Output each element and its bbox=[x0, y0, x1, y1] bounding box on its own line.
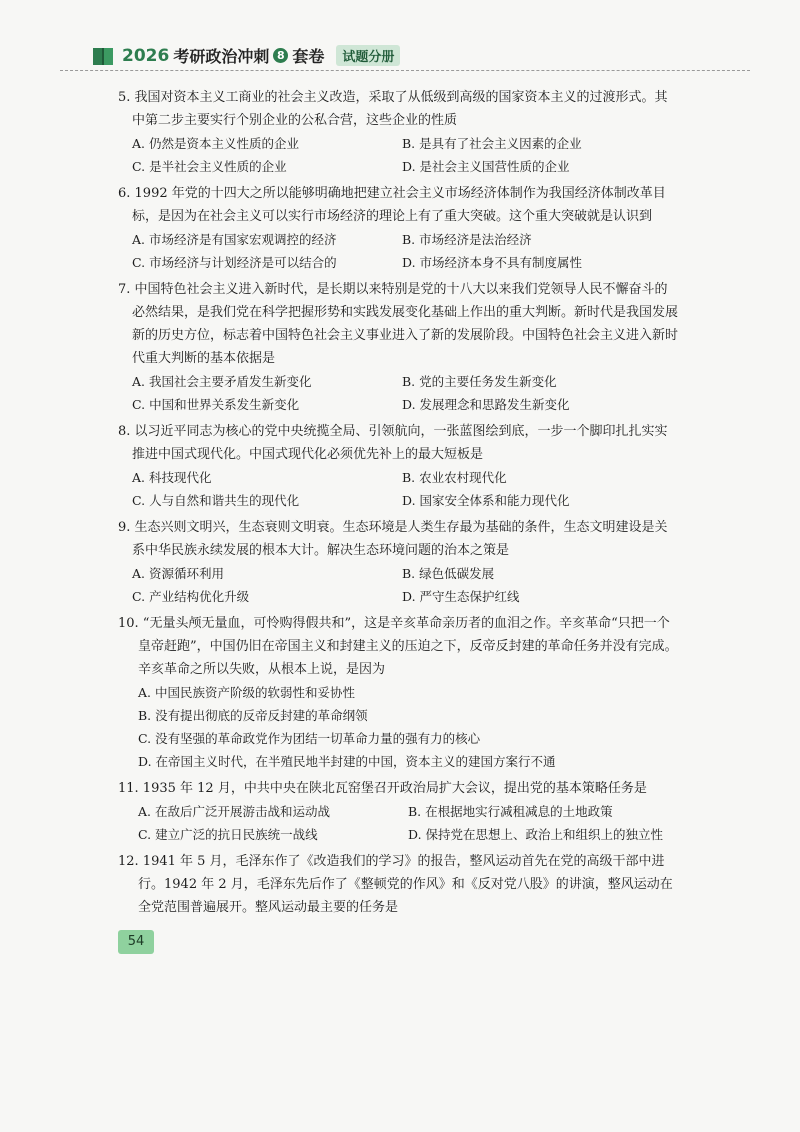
answer-option[interactable]: B. 没有提出彻底的反帝反封建的革命纲领 bbox=[138, 708, 368, 723]
question-text: 6. 1992 年党的十四大之所以能够明确地把建立社会主义市场经济体制作为我国经济体制改革目标，是因为在社会主义可以实行市场经济的理论上有了重大突破。这个重大突破就是认识到 bbox=[118, 186, 666, 224]
answer-option[interactable]: A. 仍然是资本主义性质的企业 bbox=[132, 136, 299, 151]
question-item bbox=[118, 612, 678, 773]
question-item bbox=[118, 420, 678, 512]
option-list bbox=[118, 681, 678, 773]
answer-option[interactable]: B. 在根据地实行减租减息的土地政策 bbox=[408, 804, 613, 819]
option-list bbox=[118, 562, 678, 608]
question-text: 9. 生态兴则文明兴，生态衰则文明衰。生态环境是人类生存最为基础的条件，生态文明建设是关系中华民族永续发展的根本大计。解决生态环境问题的治本之策是 bbox=[118, 520, 668, 558]
question-item bbox=[118, 516, 678, 608]
question-item bbox=[118, 182, 678, 274]
answer-option[interactable]: B. 是具有了社会主义因素的企业 bbox=[402, 136, 582, 151]
answer-option[interactable]: C. 没有坚强的革命政党作为团结一切革命力量的强有力的核心 bbox=[138, 731, 481, 746]
answer-option[interactable]: D. 国家安全体系和能力现代化 bbox=[402, 493, 570, 508]
book-title bbox=[122, 44, 324, 67]
book-year: 2026 bbox=[122, 45, 170, 66]
option-list bbox=[118, 800, 678, 846]
option-list bbox=[118, 228, 678, 274]
book-title-post: 套卷 bbox=[292, 47, 325, 66]
answer-option[interactable]: D. 在帝国主义时代，在半殖民地半封建的中国，资本主义的建国方案行不通 bbox=[138, 754, 556, 769]
question-text: 8. 以习近平同志为核心的党中央统揽全局、引领航向，一张蓝图绘到底，一步一个脚印扎扎实实推进中国式现代化。中国式现代化必须优先补上的最大短板是 bbox=[118, 424, 668, 462]
answer-option[interactable]: A. 中国民族资产阶级的软弱性和妥协性 bbox=[138, 685, 355, 700]
answer-option[interactable]: A. 在敌后广泛开展游击战和运动战 bbox=[138, 804, 330, 819]
answer-option[interactable]: B. 市场经济是法治经济 bbox=[402, 232, 532, 247]
question-text: 7. 中国特色社会主义进入新时代，是长期以来特别是党的十八大以来我们党领导人民不懈奋斗的必然结果，是我们党在科学把握形势和实践发展变化基础上作出的重大判断。新时代是我国发展新的历史方位，标志着中国特色社会主义事业进入了新的发展阶段。中国特色社会主义进入新时代重大判断的基本依据是 bbox=[118, 282, 679, 366]
answer-option[interactable]: D. 是社会主义国营性质的企业 bbox=[402, 159, 570, 174]
option-list bbox=[118, 466, 678, 512]
book-title-pre: 考研政治冲刺 bbox=[173, 47, 270, 66]
answer-option[interactable]: D. 保持党在思想上、政治上和组织上的独立性 bbox=[408, 827, 664, 842]
book-icon bbox=[92, 45, 114, 67]
page-number: 54 bbox=[118, 930, 154, 954]
answer-option[interactable]: D. 发展理念和思路发生新变化 bbox=[402, 397, 570, 412]
question-list bbox=[118, 86, 678, 923]
set-count-badge: 8 bbox=[273, 48, 288, 63]
answer-option[interactable]: C. 市场经济与计划经济是可以结合的 bbox=[132, 255, 337, 270]
section-tag: 试题分册 bbox=[336, 45, 400, 66]
question-item bbox=[118, 86, 678, 178]
answer-option[interactable]: C. 中国和世界关系发生新变化 bbox=[132, 397, 300, 412]
question-text: 5. 我国对资本主义工商业的社会主义改造，采取了从低级到高级的国家资本主义的过渡形式。其中第二步主要实行个别企业的公私合营，这些企业的性质 bbox=[118, 90, 668, 128]
answer-option[interactable]: C. 人与自然和谐共生的现代化 bbox=[132, 493, 300, 508]
question-item bbox=[118, 278, 678, 416]
question-text: 11. 1935 年 12 月，中共中央在陕北瓦窑堡召开政治局扩大会议，提出党的基本策略任务是 bbox=[118, 781, 647, 796]
answer-option[interactable]: D. 市场经济本身不具有制度属性 bbox=[402, 255, 583, 270]
answer-option[interactable]: A. 资源循环利用 bbox=[132, 566, 224, 581]
answer-option[interactable]: A. 科技现代化 bbox=[132, 470, 212, 485]
answer-option[interactable]: C. 产业结构优化升级 bbox=[132, 589, 250, 604]
option-list bbox=[118, 370, 678, 416]
answer-option[interactable]: B. 党的主要任务发生新变化 bbox=[402, 374, 557, 389]
answer-option[interactable]: A. 我国社会主要矛盾发生新变化 bbox=[132, 374, 312, 389]
answer-option[interactable]: C. 是半社会主义性质的企业 bbox=[132, 159, 287, 174]
answer-option[interactable]: C. 建立广泛的抗日民族统一战线 bbox=[138, 827, 318, 842]
question-text: 12. 1941 年 5 月，毛泽东作了《改造我们的学习》的报告，整风运动首先在党的高级干部中进行。1942 年 2 月，毛泽东先后作了《整顿党的作风》和《反对党八股》的讲演，整风运动在全党范围普遍展开。整风运动最主要的任务是 bbox=[118, 854, 673, 915]
question-item bbox=[118, 850, 678, 919]
answer-option[interactable]: D. 严守生态保护红线 bbox=[402, 589, 520, 604]
question-text: 10. “无量头颅无量血，可怜购得假共和”，这是辛亥革命亲历者的血泪之作。辛亥革命“只把一个皇帝赶跑”，中国仍旧在帝国主义和封建主义的压迫之下，反帝反封建的革命任务并没有完成。辛亥革命之所以失败，从根本上说，是因为 bbox=[118, 616, 678, 677]
answer-option[interactable]: B. 农业农村现代化 bbox=[402, 470, 507, 485]
header-divider bbox=[60, 70, 750, 71]
answer-option[interactable]: B. 绿色低碳发展 bbox=[402, 566, 495, 581]
page-header bbox=[92, 44, 400, 67]
option-list bbox=[118, 132, 678, 178]
question-item bbox=[118, 777, 678, 846]
answer-option[interactable]: A. 市场经济是有国家宏观调控的经济 bbox=[132, 232, 337, 247]
